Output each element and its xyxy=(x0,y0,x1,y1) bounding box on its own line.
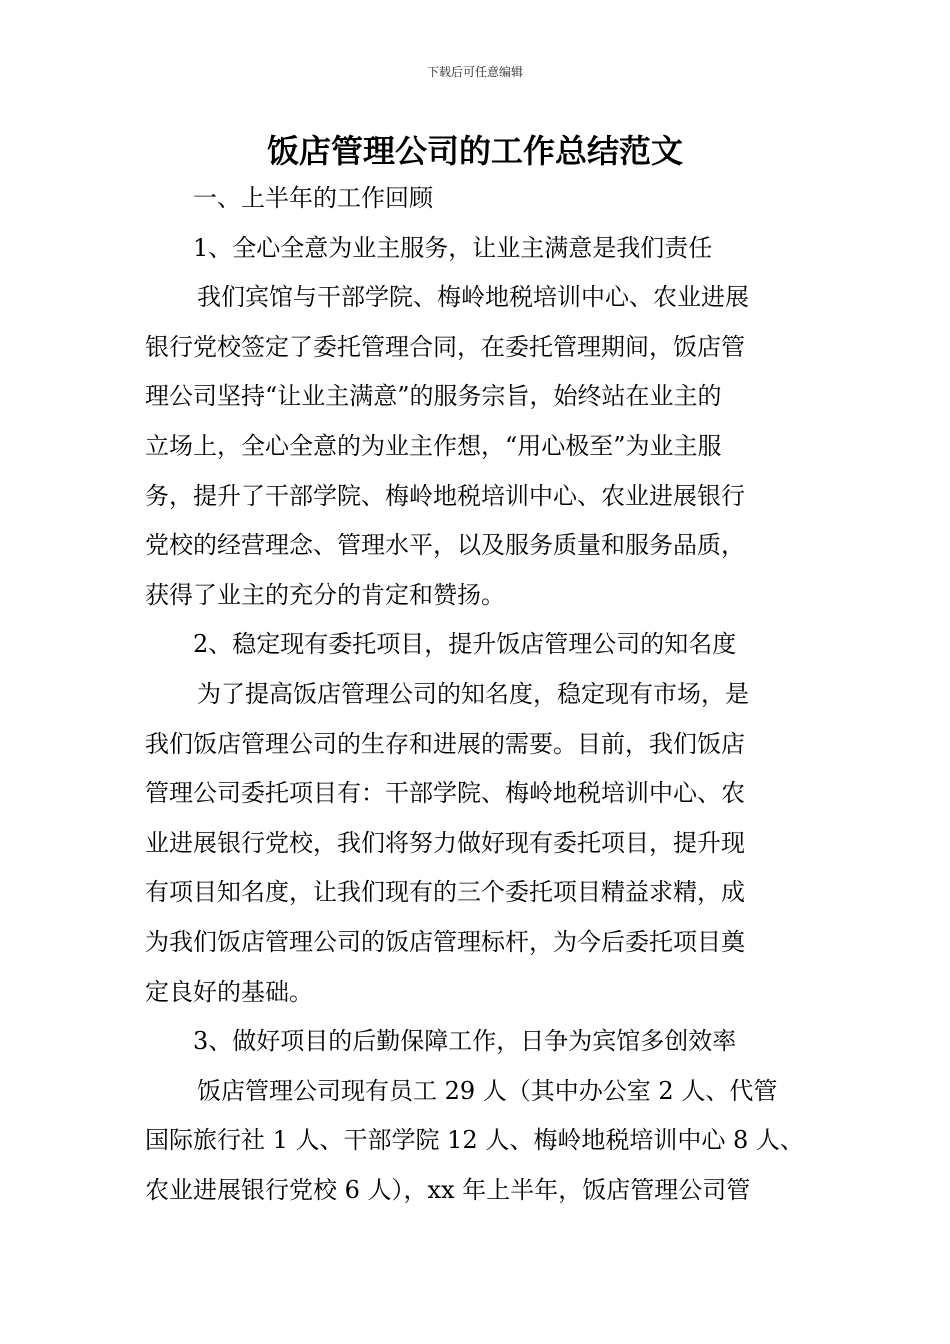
paragraph-line: 管理公司委托项目有：干部学院、梅岭地税培训中心、农 xyxy=(145,779,745,808)
paragraph-line: 银行党校签定了委托管理合同，在委托管理期间，饭店管 xyxy=(145,332,745,361)
paragraph-line: 定良好的基础。 xyxy=(145,977,313,1006)
subsection-heading: 3、做好项目的后勤保障工作，日争为宾馆多创效率 xyxy=(193,1027,737,1056)
subsection-heading: 1、全心全意为业主服务，让业主满意是我们责任 xyxy=(193,233,713,262)
header-note: 下载后可任意编辑 xyxy=(426,65,523,79)
paragraph-line: 业进展银行党校，我们将努力做好现有委托项目，提升现 xyxy=(145,828,745,857)
document-body xyxy=(145,174,835,1215)
paragraph-line: 农业进展银行党校 6 人），xx 年上半年，饭店管理公司管 xyxy=(145,1175,751,1204)
paragraph-line: 为了提高饭店管理公司的知名度，稳定现有市场，是 xyxy=(197,679,749,708)
subsection-heading: 2、稳定现有委托项目，提升饭店管理公司的知名度 xyxy=(193,630,737,659)
paragraph-line: 为我们饭店管理公司的饭店管理标杆，为今后委托项目奠 xyxy=(145,927,745,956)
paragraph-line: 获得了业主的充分的肯定和赞扬。 xyxy=(145,580,505,609)
paragraph-line: 国际旅行社 1 人、干部学院 12 人、梅岭地税培训中心 8 人、 xyxy=(145,1126,804,1155)
paragraph-line: 立场上，全心全意的为业主作想，“用心极至”为业主服 xyxy=(145,431,722,460)
paragraph-line: 党校的经营理念、管理水平，以及服务质量和服务品质， xyxy=(145,531,745,560)
paragraph-line: 务，提升了干部学院、梅岭地税培训中心、农业进展银行 xyxy=(145,481,745,510)
section-heading: 一、上半年的工作回顾 xyxy=(193,184,433,212)
paragraph-line: 我们宾馆与干部学院、梅岭地税培训中心、农业进展 xyxy=(197,283,749,312)
paragraph-line: 饭店管理公司现有员工 29 人（其中办公室 2 人、代管 xyxy=(197,1076,778,1105)
paragraph-line: 有项目知名度，让我们现有的三个委托项目精益求精，成 xyxy=(145,878,745,907)
document-title: 饭店管理公司的工作总结范文 xyxy=(266,132,683,170)
paragraph-line: 理公司坚持“让业主满意”的服务宗旨，始终站在业主的 xyxy=(145,382,722,411)
paragraph-line: 我们饭店管理公司的生存和进展的需要。目前，我们饭店 xyxy=(145,729,745,758)
